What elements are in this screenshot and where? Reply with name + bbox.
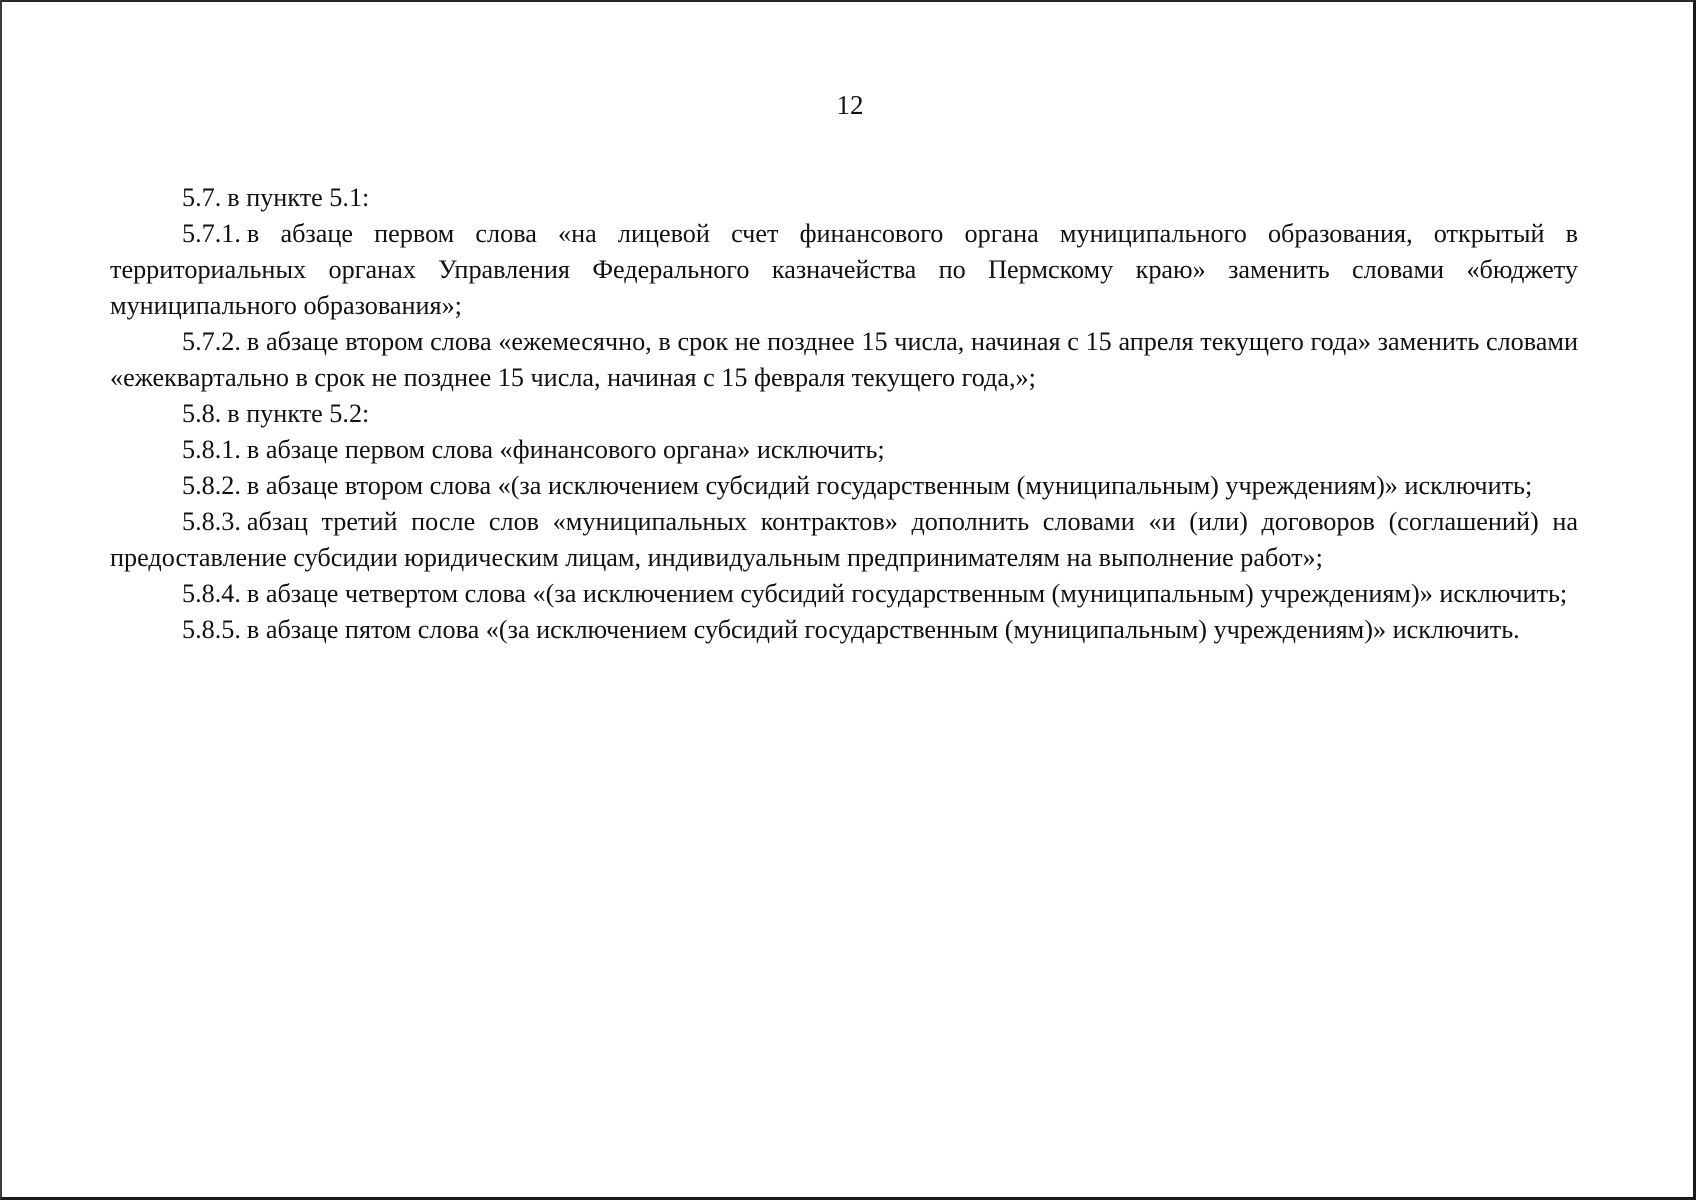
paragraph-number: 5.7.2. (182, 327, 241, 356)
paragraph-text: в абзаце втором слова «(за исключением субсидий государственным (муниципальным) учреждениям)» исключить; (246, 471, 1533, 500)
paragraph-number: 5.8.4. (182, 579, 241, 608)
paragraph-5-7-2 (110, 324, 1578, 396)
paragraph-5-8-2 (110, 468, 1578, 504)
paragraph-number: 5.8.1. (182, 435, 241, 464)
paragraph-text: в абзаце втором слова «ежемесячно, в срок не позднее 15 числа, начиная с 15 апреля текущего года» заменить словами «ежеквартально в срок не позднее 15 числа, начиная с 15 февраля текущего года,»; (110, 327, 1578, 392)
paragraph-5-8 (110, 396, 1578, 432)
paragraph-5-8-4 (110, 576, 1578, 612)
paragraph-text: в пункте 5.1: (227, 183, 370, 212)
page-number: 12 (836, 90, 864, 120)
paragraph-number: 5.8. (182, 399, 222, 428)
paragraph-text: в абзаце первом слова «на лицевой счет финансового органа муниципального образования, открытый в территориальных органах Управления Федерального казначейства по Пермскому краю» заменить словами «бюджету муниципального образования»; (110, 219, 1578, 320)
paragraph-5-8-1 (110, 432, 1578, 468)
paragraph-5-8-5 (110, 612, 1578, 648)
paragraph-text: в пункте 5.2: (227, 399, 370, 428)
paragraph-text: в абзаце первом слова «финансового органа» исключить; (246, 435, 885, 464)
paragraph-number: 5.8.5. (182, 615, 241, 644)
paragraph-number: 5.8.2. (182, 471, 241, 500)
paragraph-5-7-1 (110, 216, 1578, 324)
paragraph-5-7 (110, 180, 1578, 216)
paragraph-text: в абзаце четвертом слова «(за исключением субсидий государственным (муниципальным) учреждениям)» исключить; (246, 579, 1568, 608)
paragraph-text: абзац третий после слов «муниципальных контрактов» дополнить словами «и (или) договоров (соглашений) на предоставление субсидии юридическим лицам, индивидуальным предпринимателям на выполнение работ»; (110, 507, 1578, 572)
paragraph-5-8-3 (110, 504, 1578, 576)
paragraph-text: в абзаце пятом слова «(за исключением субсидий государственным (муниципальным) учреждениям)» исключить. (246, 615, 1520, 644)
document-body (110, 180, 1578, 648)
paragraph-number: 5.7.1. (182, 219, 241, 248)
paragraph-number: 5.7. (182, 183, 222, 212)
paragraph-number: 5.8.3. (182, 507, 241, 536)
